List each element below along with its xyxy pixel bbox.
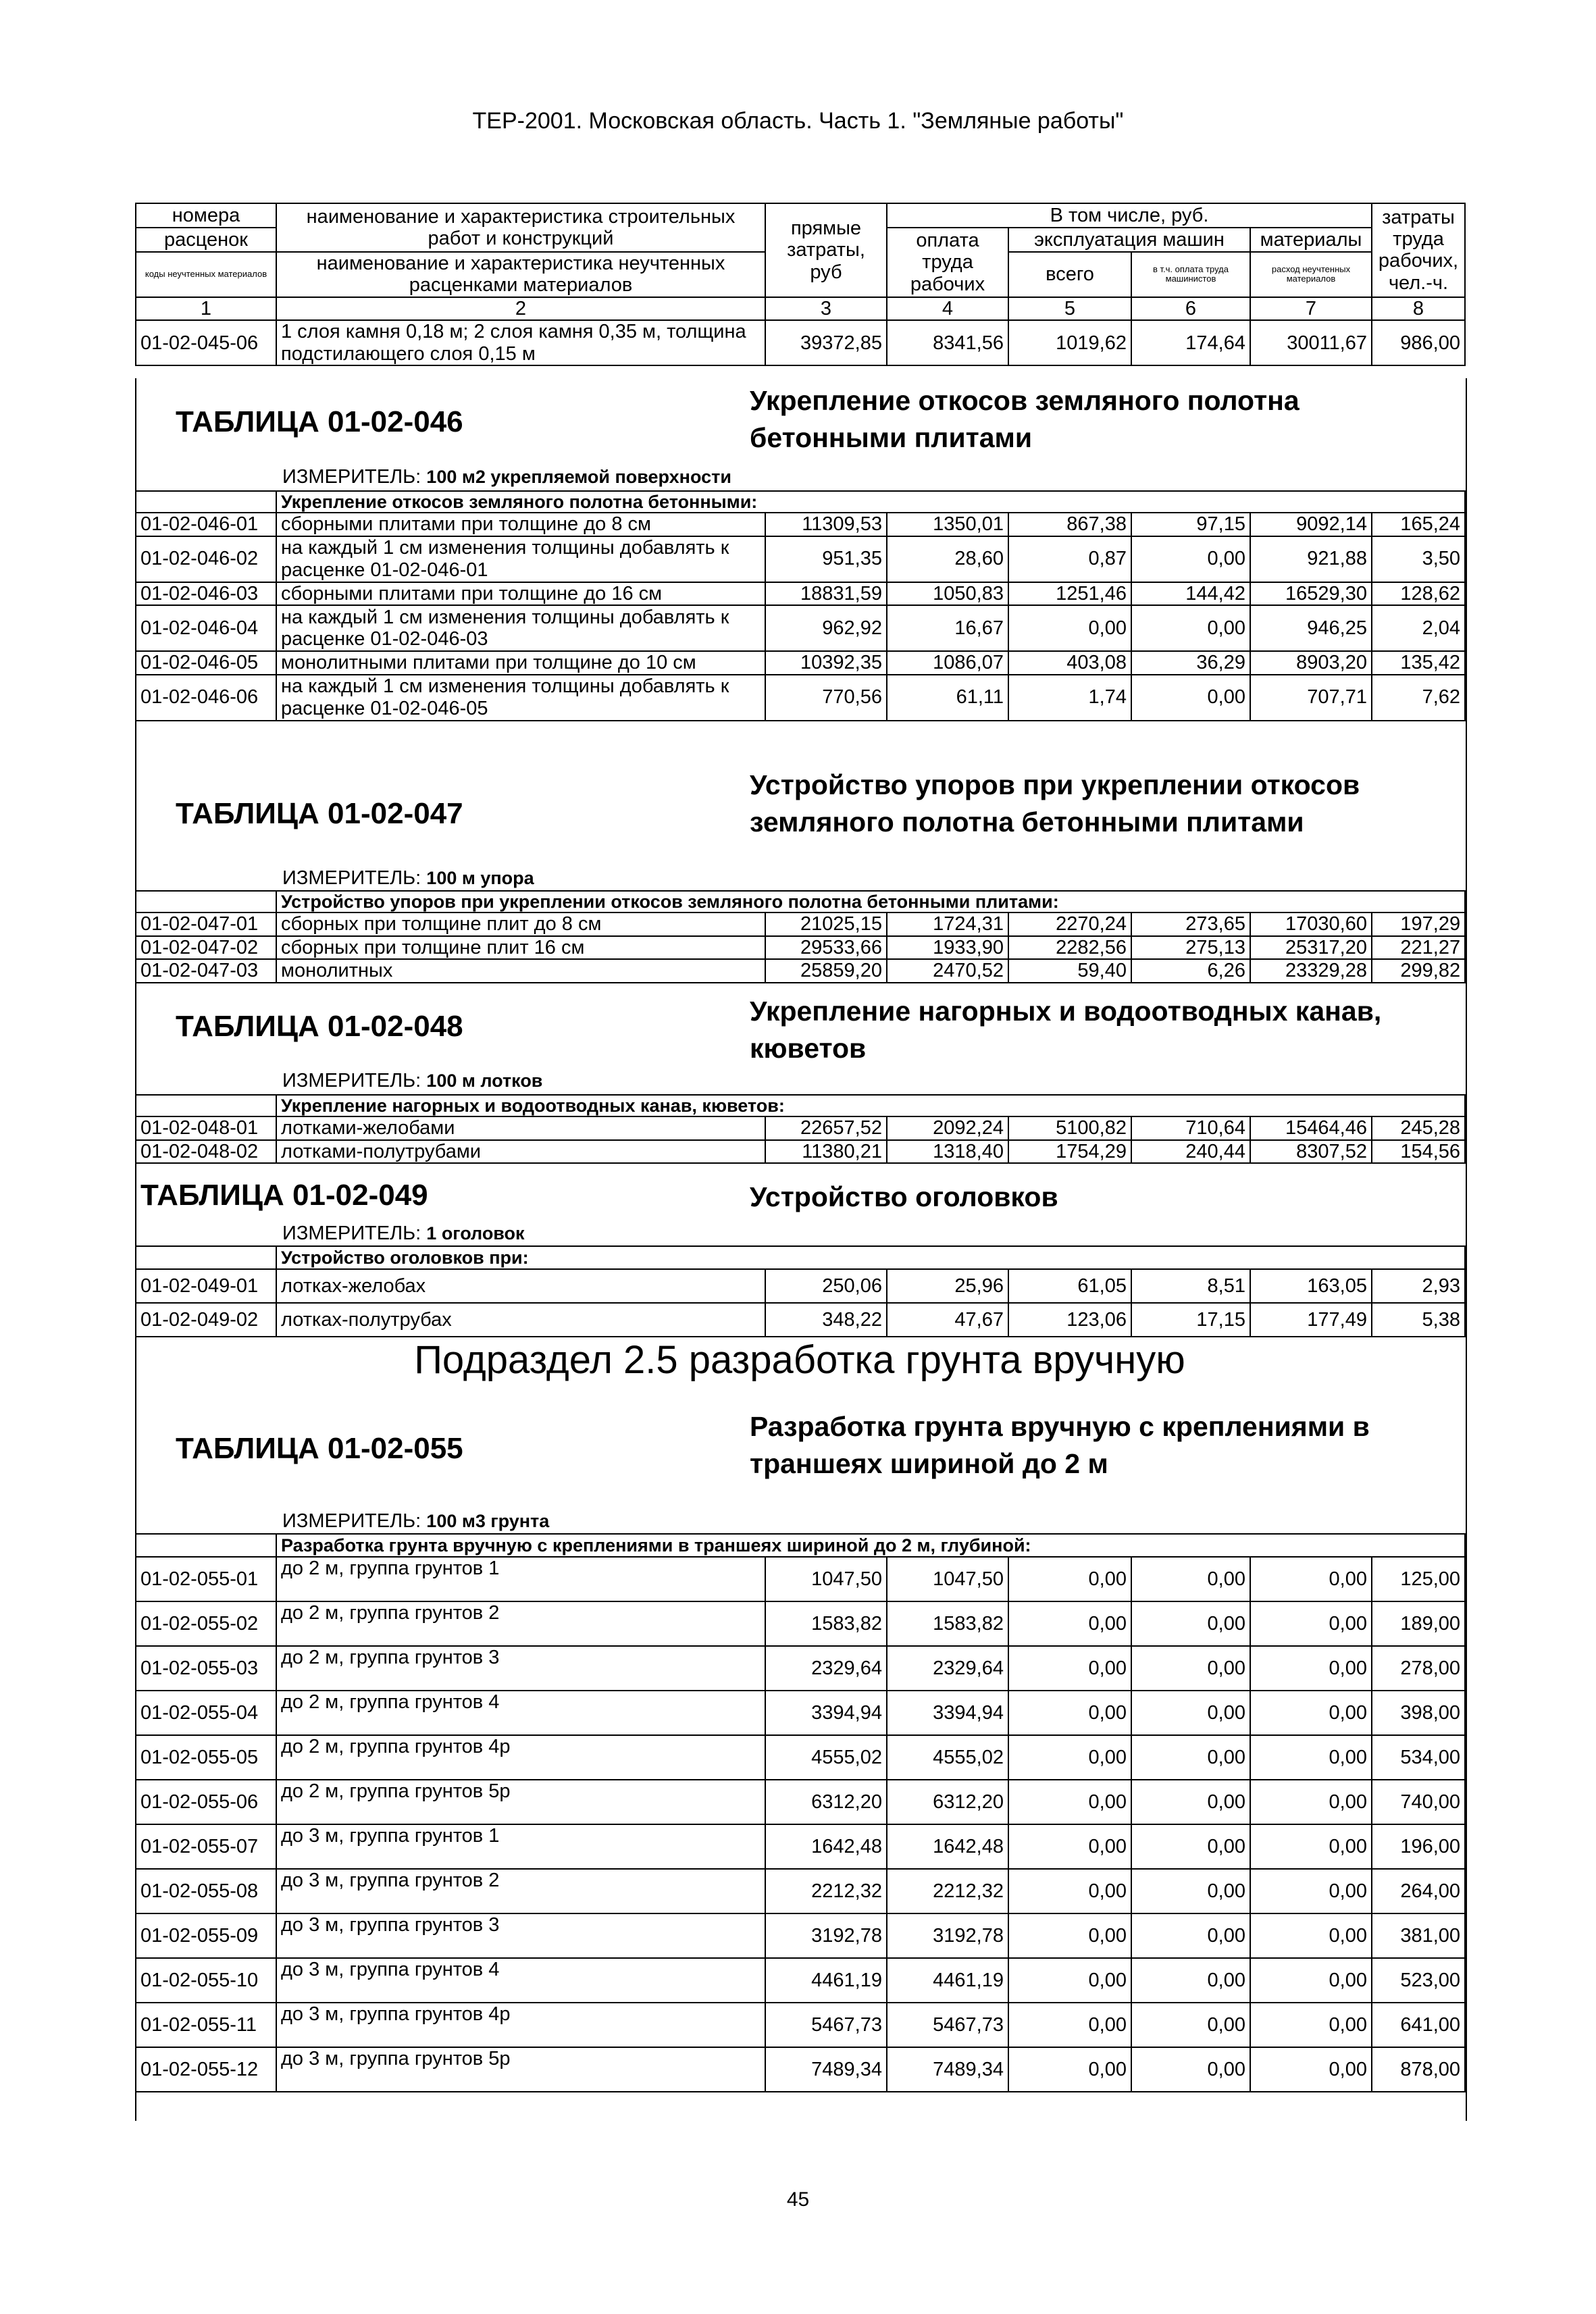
work-name: на каждый 1 см изменения толщины добавлять к расценке 01-02-046-05 <box>276 675 765 721</box>
value-cell: 0,00 <box>1008 2003 1131 2047</box>
value-cell: 710,64 <box>1131 1116 1250 1139</box>
value-cell: 1350,01 <box>887 513 1008 536</box>
table-048-title: Укрепление нагорных и водоотводных канав, кюветов <box>750 996 1382 1064</box>
value-cell: 0,00 <box>1008 1780 1131 1824</box>
value-cell: 16529,30 <box>1250 582 1372 605</box>
table-row <box>136 1958 1465 2003</box>
table-055-title: Разработка грунта вручную с креплениями в траншеях шириной до 2 м <box>750 1411 1370 1480</box>
value-cell: 3192,78 <box>765 1913 887 1958</box>
table-row <box>136 1116 1465 1139</box>
work-name: на каждый 1 см изменения толщины добавлять к расценке 01-02-046-03 <box>276 605 765 651</box>
value-cell: 878,00 <box>1372 2047 1465 2092</box>
value-cell: 18831,59 <box>765 582 887 605</box>
value-cell: 0,00 <box>1008 1557 1131 1601</box>
value-cell: 61,05 <box>1008 1269 1131 1303</box>
value-cell: 0,00 <box>1250 2003 1372 2047</box>
value-cell: 3192,78 <box>887 1913 1008 1958</box>
value-cell: 36,29 <box>1131 651 1250 674</box>
value-cell: 0,00 <box>1008 1691 1131 1735</box>
value-cell: 250,06 <box>765 1269 887 1303</box>
value-cell: 0,00 <box>1131 1869 1250 1913</box>
value-cell: 770,56 <box>765 675 887 721</box>
work-name: до 2 м, группа грунтов 4р <box>276 1735 765 1780</box>
value-cell: 3394,94 <box>765 1691 887 1735</box>
col-unaccounted-materials: расход неучтенных материалов <box>1250 252 1372 297</box>
table-row <box>136 1780 1465 1824</box>
value-cell: 8,51 <box>1131 1269 1250 1303</box>
table-049 <box>135 1245 1464 1337</box>
value-cell: 22657,52 <box>765 1116 887 1139</box>
value-cell: 962,92 <box>765 605 887 651</box>
value-cell: 348,22 <box>765 1303 887 1337</box>
value-cell: 5100,82 <box>1008 1116 1131 1139</box>
work-name: сборных при толщине плит 16 см <box>276 936 765 959</box>
value-cell: 8903,20 <box>1250 651 1372 674</box>
value-cell: 154,56 <box>1372 1140 1465 1163</box>
value-cell: 25317,20 <box>1250 936 1372 959</box>
value-cell: 97,15 <box>1131 513 1250 536</box>
value-cell: 7489,34 <box>765 2047 887 2092</box>
rate-code: 01-02-048-01 <box>136 1116 276 1139</box>
value-cell: 11380,21 <box>765 1140 887 1163</box>
rate-code: 01-02-046-02 <box>136 536 276 582</box>
value-cell: 1583,82 <box>887 1601 1008 1646</box>
table-row <box>136 675 1465 721</box>
table-row <box>136 1913 1465 1958</box>
value-cell: 5,38 <box>1372 1303 1465 1337</box>
value-cell: 1251,46 <box>1008 582 1131 605</box>
value-cell: 1047,50 <box>887 1557 1008 1601</box>
value-cell: 2092,24 <box>887 1116 1008 1139</box>
rate-code: 01-02-046-06 <box>136 675 276 721</box>
table-row <box>136 1646 1465 1691</box>
table-047-group: Устройство упоров при укреплении откосов земляного полотна бетонными плитами: <box>276 891 1465 912</box>
value-cell: 5467,73 <box>887 2003 1008 2047</box>
table-row: 01-02-045-06 1 слоя камня 0,18 м; 2 слоя камня 0,35 м, толщина подстилающего слоя 0,15 м 39372,85 8341,56 1019,62 174,64 30011,67 986,00 <box>136 320 1465 365</box>
work-name: лотках-полутрубах <box>276 1303 765 1337</box>
subsection-title: Подраздел 2.5 разработка грунта вручную <box>414 1338 1185 1382</box>
value-cell: 61,11 <box>887 675 1008 721</box>
value-cell: 0,00 <box>1131 675 1250 721</box>
value-cell: 2470,52 <box>887 959 1008 982</box>
table-row <box>136 651 1465 674</box>
value-cell: 278,00 <box>1372 1646 1465 1691</box>
page-header: ТЕР-2001. Московская область. Часть 1. "Земляные работы" <box>472 108 1124 134</box>
table-row <box>136 2003 1465 2047</box>
table-049-label: ТАБЛИЦА 01-02-049 <box>140 1179 428 1212</box>
work-name: лотками-полутрубами <box>276 1140 765 1163</box>
table-row <box>136 1691 1465 1735</box>
work-name: лотками-желобами <box>276 1116 765 1139</box>
table-046-measure: ИЗМЕРИТЕЛЬ: 100 м2 укрепляемой поверхности <box>282 466 731 488</box>
table-row <box>136 1140 1465 1163</box>
table-047-label: ТАБЛИЦА 01-02-047 <box>176 797 463 830</box>
value-cell: 7,62 <box>1372 675 1465 721</box>
col-wages-header: оплата труда рабочих <box>887 228 1008 297</box>
value-cell: 17,15 <box>1131 1303 1250 1337</box>
value-cell: 0,00 <box>1131 1646 1250 1691</box>
rate-code: 01-02-055-11 <box>136 2003 276 2047</box>
value-cell: 264,00 <box>1372 1869 1465 1913</box>
value-cell: 0,00 <box>1250 1869 1372 1913</box>
value-cell: 6312,20 <box>765 1780 887 1824</box>
value-cell: 165,24 <box>1372 513 1465 536</box>
value-cell: 0,00 <box>1131 1958 1250 2003</box>
table-055-label: ТАБЛИЦА 01-02-055 <box>176 1432 463 1465</box>
table-049-measure: ИЗМЕРИТЕЛЬ: 1 оголовок <box>282 1223 525 1244</box>
value-cell: 381,00 <box>1372 1913 1465 1958</box>
value-cell: 221,27 <box>1372 936 1465 959</box>
value-cell: 3394,94 <box>887 1691 1008 1735</box>
value-cell: 7489,34 <box>887 2047 1008 2092</box>
value-cell: 0,00 <box>1008 605 1131 651</box>
table-055-measure: ИЗМЕРИТЕЛЬ: 100 м3 грунта <box>282 1510 550 1532</box>
value-cell: 403,08 <box>1008 651 1131 674</box>
value-cell: 5467,73 <box>765 2003 887 2047</box>
value-cell: 0,00 <box>1131 605 1250 651</box>
value-cell: 0,87 <box>1008 536 1131 582</box>
value-cell: 0,00 <box>1250 1913 1372 1958</box>
work-name: лотках-желобах <box>276 1269 765 1303</box>
value-cell: 29533,66 <box>765 936 887 959</box>
value-cell: 0,00 <box>1008 1824 1131 1869</box>
value-cell: 523,00 <box>1372 1958 1465 2003</box>
rate-code: 01-02-047-02 <box>136 936 276 959</box>
work-name: на каждый 1 см изменения толщины добавлять к расценке 01-02-046-01 <box>276 536 765 582</box>
value-cell: 2329,64 <box>765 1646 887 1691</box>
value-cell: 0,00 <box>1250 1958 1372 2003</box>
rate-code: 01-02-055-12 <box>136 2047 276 2092</box>
value-cell: 0,00 <box>1250 1557 1372 1601</box>
rate-code: 01-02-046-04 <box>136 605 276 651</box>
rate-code: 01-02-046-01 <box>136 513 276 536</box>
table-row <box>136 513 1465 536</box>
value-cell: 0,00 <box>1131 1780 1250 1824</box>
value-cell: 0,00 <box>1131 1913 1250 1958</box>
rate-code: 01-02-055-05 <box>136 1735 276 1780</box>
table-row <box>136 1735 1465 1780</box>
work-name: монолитных <box>276 959 765 982</box>
work-name: до 2 м, группа грунтов 2 <box>276 1601 765 1646</box>
value-cell: 398,00 <box>1372 1691 1465 1735</box>
value-cell: 0,00 <box>1131 1824 1250 1869</box>
value-cell: 25,96 <box>887 1269 1008 1303</box>
table-047 <box>135 890 1464 983</box>
work-name: до 2 м, группа грунтов 5р <box>276 1780 765 1824</box>
value-cell: 23329,28 <box>1250 959 1372 982</box>
rate-code: 01-02-055-04 <box>136 1691 276 1735</box>
value-cell: 2,04 <box>1372 605 1465 651</box>
col-group-header: В том числе, руб. <box>887 203 1372 228</box>
table-row <box>136 605 1465 651</box>
table-048-label: ТАБЛИЦА 01-02-048 <box>176 1010 463 1043</box>
col-direct-header: прямые затраты, руб <box>765 203 887 297</box>
value-cell: 1047,50 <box>765 1557 887 1601</box>
work-name: до 3 м, группа грунтов 2 <box>276 1869 765 1913</box>
table-row <box>136 1824 1465 1869</box>
value-cell: 128,62 <box>1372 582 1465 605</box>
column-header <box>135 203 1464 366</box>
value-cell: 0,00 <box>1131 1691 1250 1735</box>
col-operator-wages: в т.ч. оплата труда машинистов <box>1131 252 1250 297</box>
work-name: до 3 м, группа грунтов 3 <box>276 1913 765 1958</box>
value-cell: 0,00 <box>1250 1646 1372 1691</box>
value-cell: 11309,53 <box>765 513 887 536</box>
col-materials-header: материалы <box>1250 228 1372 252</box>
col-material-codes: коды неучтенных материалов <box>136 252 276 297</box>
value-cell: 15464,46 <box>1250 1116 1372 1139</box>
value-cell: 196,00 <box>1372 1824 1465 1869</box>
table-046-title: Укрепление откосов земляного полотна бетонными плитами <box>750 385 1299 454</box>
col-labor-header: затраты труда рабочих, чел.-ч. <box>1372 203 1465 297</box>
value-cell: 240,44 <box>1131 1140 1250 1163</box>
value-cell: 2,93 <box>1372 1269 1465 1303</box>
value-cell: 16,67 <box>887 605 1008 651</box>
table-055 <box>135 1533 1464 2092</box>
value-cell: 2329,64 <box>887 1646 1008 1691</box>
value-cell: 17030,60 <box>1250 912 1372 935</box>
value-cell: 1086,07 <box>887 651 1008 674</box>
table-055-group: Разработка грунта вручную с креплениями в траншеях шириной до 2 м, глубиной: <box>276 1534 1465 1557</box>
table-row <box>136 2047 1465 2092</box>
rate-code: 01-02-046-05 <box>136 651 276 674</box>
rate-code: 01-02-055-03 <box>136 1646 276 1691</box>
value-cell: 867,38 <box>1008 513 1131 536</box>
value-cell: 534,00 <box>1372 1735 1465 1780</box>
rate-code: 01-02-049-02 <box>136 1303 276 1337</box>
value-cell: 6,26 <box>1131 959 1250 982</box>
work-name: до 2 м, группа грунтов 4 <box>276 1691 765 1735</box>
table-row <box>136 1269 1465 1303</box>
value-cell: 0,00 <box>1250 1691 1372 1735</box>
rate-code: 01-02-046-03 <box>136 582 276 605</box>
value-cell: 47,67 <box>887 1303 1008 1337</box>
value-cell: 0,00 <box>1008 1958 1131 2003</box>
value-cell: 0,00 <box>1008 2047 1131 2092</box>
value-cell: 1642,48 <box>887 1824 1008 1869</box>
value-cell: 125,00 <box>1372 1557 1465 1601</box>
table-048-measure: ИЗМЕРИТЕЛЬ: 100 м лотков <box>282 1070 543 1091</box>
table-047-measure: ИЗМЕРИТЕЛЬ: 100 м упора <box>282 867 534 889</box>
table-row <box>136 1601 1465 1646</box>
value-cell: 4555,02 <box>765 1735 887 1780</box>
table-046 <box>135 490 1464 721</box>
value-cell: 275,13 <box>1131 936 1250 959</box>
value-cell: 9092,14 <box>1250 513 1372 536</box>
value-cell: 2212,32 <box>765 1869 887 1913</box>
rate-code: 01-02-055-02 <box>136 1601 276 1646</box>
value-cell: 10392,35 <box>765 651 887 674</box>
value-cell: 641,00 <box>1372 2003 1465 2047</box>
table-row <box>136 936 1465 959</box>
rate-code: 01-02-055-09 <box>136 1913 276 1958</box>
value-cell: 0,00 <box>1008 1601 1131 1646</box>
value-cell: 0,00 <box>1250 1780 1372 1824</box>
value-cell: 0,00 <box>1008 1869 1131 1913</box>
column-numbers-row: 1 2 3 4 5 6 7 8 <box>136 297 1465 320</box>
value-cell: 0,00 <box>1008 1913 1131 1958</box>
value-cell: 1754,29 <box>1008 1140 1131 1163</box>
value-cell: 2282,56 <box>1008 936 1131 959</box>
value-cell: 0,00 <box>1250 1601 1372 1646</box>
col-material-names: наименование и характеристика неучтенных расценками материалов <box>276 252 765 297</box>
table-049-group: Устройство оголовков при: <box>276 1246 1465 1269</box>
work-name: до 3 м, группа грунтов 4 <box>276 1958 765 2003</box>
value-cell: 245,28 <box>1372 1116 1465 1139</box>
value-cell: 0,00 <box>1131 2047 1250 2092</box>
rate-code: 01-02-047-01 <box>136 912 276 935</box>
work-name: до 3 м, группа грунтов 1 <box>276 1824 765 1869</box>
value-cell: 123,06 <box>1008 1303 1131 1337</box>
value-cell: 144,42 <box>1131 582 1250 605</box>
work-name: до 3 м, группа грунтов 4р <box>276 2003 765 2047</box>
value-cell: 163,05 <box>1250 1269 1372 1303</box>
value-cell: 1318,40 <box>887 1140 1008 1163</box>
value-cell: 1933,90 <box>887 936 1008 959</box>
value-cell: 1642,48 <box>765 1824 887 1869</box>
value-cell: 2212,32 <box>887 1869 1008 1913</box>
value-cell: 0,00 <box>1250 1824 1372 1869</box>
work-name: сборными плитами при толщине до 8 см <box>276 513 765 536</box>
table-048-group: Укрепление нагорных и водоотводных канав, кюветов: <box>276 1095 1465 1116</box>
work-name: до 2 м, группа грунтов 1 <box>276 1557 765 1601</box>
value-cell: 28,60 <box>887 536 1008 582</box>
value-cell: 0,00 <box>1008 1735 1131 1780</box>
work-name: до 2 м, группа грунтов 3 <box>276 1646 765 1691</box>
value-cell: 21025,15 <box>765 912 887 935</box>
value-cell: 3,50 <box>1372 536 1465 582</box>
table-row <box>136 582 1465 605</box>
value-cell: 6312,20 <box>887 1780 1008 1824</box>
table-row <box>136 536 1465 582</box>
rate-code: 01-02-055-06 <box>136 1780 276 1824</box>
value-cell: 707,71 <box>1250 675 1372 721</box>
rate-code: 01-02-055-07 <box>136 1824 276 1869</box>
work-name: монолитными плитами при толщине до 10 см <box>276 651 765 674</box>
value-cell: 946,25 <box>1250 605 1372 651</box>
rate-code: 01-02-055-08 <box>136 1869 276 1913</box>
value-cell: 4555,02 <box>887 1735 1008 1780</box>
value-cell: 59,40 <box>1008 959 1131 982</box>
value-cell: 4461,19 <box>765 1958 887 2003</box>
table-049-title: Устройство оголовков <box>750 1181 1058 1212</box>
table-row <box>136 912 1465 935</box>
value-cell: 1724,31 <box>887 912 1008 935</box>
page-number: 45 <box>786 2188 810 2211</box>
value-cell: 189,00 <box>1372 1601 1465 1646</box>
value-cell: 0,00 <box>1008 1646 1131 1691</box>
value-cell: 740,00 <box>1372 1780 1465 1824</box>
value-cell: 197,29 <box>1372 912 1465 935</box>
value-cell: 0,00 <box>1131 1557 1250 1601</box>
col-codes-header: номера <box>136 203 276 228</box>
value-cell: 0,00 <box>1131 1735 1250 1780</box>
rate-code: 01-02-048-02 <box>136 1140 276 1163</box>
table-row <box>136 1557 1465 1601</box>
value-cell: 135,42 <box>1372 651 1465 674</box>
rate-code: 01-02-055-01 <box>136 1557 276 1601</box>
work-name: сборными плитами при толщине до 16 см <box>276 582 765 605</box>
value-cell: 177,49 <box>1250 1303 1372 1337</box>
table-046-group: Укрепление откосов земляного полотна бетонными: <box>276 491 1465 513</box>
value-cell: 951,35 <box>765 536 887 582</box>
value-cell: 1050,83 <box>887 582 1008 605</box>
col-machines-total: всего <box>1008 252 1131 297</box>
value-cell: 0,00 <box>1250 2047 1372 2092</box>
table-row <box>136 959 1465 982</box>
value-cell: 0,00 <box>1131 1601 1250 1646</box>
value-cell: 921,88 <box>1250 536 1372 582</box>
work-name: сборных при толщине плит до 8 см <box>276 912 765 935</box>
rate-code: 01-02-047-03 <box>136 959 276 982</box>
value-cell: 273,65 <box>1131 912 1250 935</box>
col-machines-header: эксплуатация машин <box>1008 228 1250 252</box>
col-codes-sub: расценок <box>136 228 276 252</box>
value-cell: 0,00 <box>1250 1735 1372 1780</box>
rate-code: 01-02-055-10 <box>136 1958 276 2003</box>
value-cell: 1583,82 <box>765 1601 887 1646</box>
value-cell: 2270,24 <box>1008 912 1131 935</box>
value-cell: 0,00 <box>1131 2003 1250 2047</box>
table-047-title: Устройство упоров при укреплении откосов земляного полотна бетонными плитами <box>750 769 1360 838</box>
table-048 <box>135 1094 1464 1164</box>
col-name-header: наименование и характеристика строительных работ и конструкций <box>276 203 765 252</box>
table-046-label: ТАБЛИЦА 01-02-046 <box>176 405 463 438</box>
work-name: до 3 м, группа грунтов 5р <box>276 2047 765 2092</box>
value-cell: 25859,20 <box>765 959 887 982</box>
rate-code: 01-02-049-01 <box>136 1269 276 1303</box>
value-cell: 299,82 <box>1372 959 1465 982</box>
table-row <box>136 1303 1465 1337</box>
value-cell: 4461,19 <box>887 1958 1008 2003</box>
table-row <box>136 1869 1465 1913</box>
value-cell: 1,74 <box>1008 675 1131 721</box>
value-cell: 8307,52 <box>1250 1140 1372 1163</box>
value-cell: 0,00 <box>1131 536 1250 582</box>
